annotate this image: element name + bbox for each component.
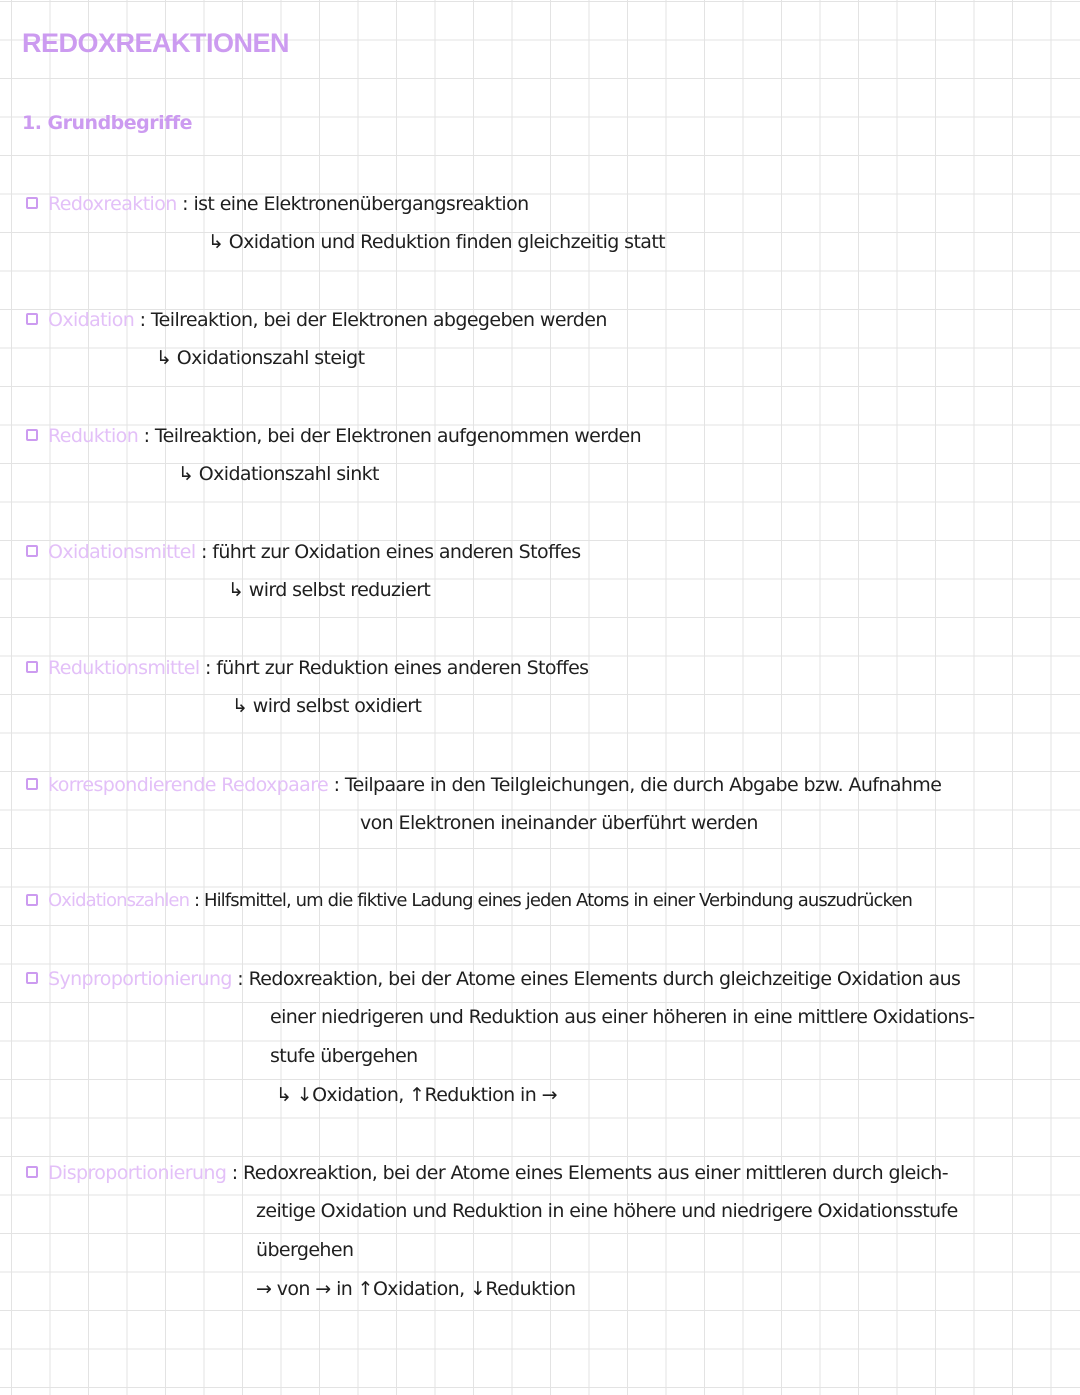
term-label: Oxidation xyxy=(48,309,135,331)
checkbox-icon[interactable] xyxy=(26,972,38,984)
definition-line-1 xyxy=(48,540,581,564)
definition-line-2: zeitige Oxidation und Reduktion in eine höhere und niedrigere Oxidationsstufe xyxy=(256,1200,958,1222)
checkbox-icon[interactable] xyxy=(26,429,38,441)
definition-line-2: einer niedrigeren und Reduktion aus einer höheren in eine mittlere Oxidations- xyxy=(270,1006,975,1028)
term-label: Synproportionierung xyxy=(48,968,232,990)
definition-line-1 xyxy=(48,656,588,680)
term-separator: : xyxy=(333,774,340,796)
definition-line-1 xyxy=(48,1161,948,1185)
definition-note: ↳ wird selbst oxidiert xyxy=(232,695,422,717)
checkbox-icon[interactable] xyxy=(26,1166,38,1178)
term-label: Reduktion xyxy=(48,425,139,447)
definition-line-1 xyxy=(48,308,607,332)
term-label: korrespondierende Redoxpaare xyxy=(48,774,329,796)
definition-line-1 xyxy=(48,424,641,448)
section-heading: 1. Grundbegriffe xyxy=(22,112,193,134)
term-separator: : xyxy=(204,657,211,679)
definition-note: → von → in ↑Oxidation, ↓Reduktion xyxy=(256,1278,576,1300)
definition-line-1 xyxy=(48,773,941,797)
term-separator: : xyxy=(193,890,200,911)
term-label: Redoxreaktion xyxy=(48,193,177,215)
definition-text: Teilreaktion, bei der Elektronen aufgenommen werden xyxy=(154,425,642,447)
checkbox-icon[interactable] xyxy=(26,778,38,790)
checkbox-icon[interactable] xyxy=(26,894,38,906)
definition-note: ↳ ↓Oxidation, ↑Reduktion in → xyxy=(276,1084,557,1106)
definition-text: Teilreaktion, bei der Elektronen abgegeben werden xyxy=(150,309,607,331)
definition-line-2: von Elektronen ineinander überführt werden xyxy=(360,812,758,834)
checkbox-icon[interactable] xyxy=(26,197,38,209)
definition-text: führt zur Oxidation eines anderen Stoffes xyxy=(212,541,581,563)
checkbox-icon[interactable] xyxy=(26,661,38,673)
checkbox-icon[interactable] xyxy=(26,313,38,325)
definition-text: Redoxreaktion, bei der Atome eines Elements durch gleichzeitige Oxidation aus xyxy=(248,968,961,990)
definition-text: Teilpaare in den Teilgleichungen, die durch Abgabe bzw. Aufnahme xyxy=(344,774,942,796)
definition-note: ↳ wird selbst reduziert xyxy=(228,579,431,601)
checkbox-icon[interactable] xyxy=(26,545,38,557)
term-label: Oxidationszahlen xyxy=(48,890,190,911)
term-label: Oxidationsmittel xyxy=(48,541,196,563)
definition-line-1 xyxy=(48,889,912,913)
definition-text: Hilfsmittel, um die fiktive Ladung eines jeden Atoms in einer Verbindung auszudrücken xyxy=(203,890,913,911)
definition-line-3: stufe übergehen xyxy=(270,1045,418,1067)
definition-text: Redoxreaktion, bei der Atome eines Elements aus einer mittleren durch gleich- xyxy=(243,1162,948,1184)
term-separator: : xyxy=(182,193,188,215)
definition-note: ↳ Oxidationszahl sinkt xyxy=(178,463,379,485)
term-label: Reduktionsmittel xyxy=(48,657,200,679)
definition-note: ↳ Oxidation und Reduktion finden gleichzeitig statt xyxy=(208,231,666,253)
term-separator: : xyxy=(231,1162,238,1184)
definition-line-3: übergehen xyxy=(256,1239,354,1261)
definition-line-1 xyxy=(48,967,960,991)
term-separator: : xyxy=(200,541,207,563)
term-separator: : xyxy=(139,309,146,331)
definition-note: ↳ Oxidationszahl steigt xyxy=(156,347,365,369)
term-label: Disproportionierung xyxy=(48,1162,227,1184)
definition-line-1 xyxy=(48,192,529,216)
term-separator: : xyxy=(143,425,150,447)
definition-text: ist eine Elektronenübergangsreaktion xyxy=(193,193,529,215)
term-separator: : xyxy=(237,968,244,990)
page-title: REDOXREAKTIONEN xyxy=(22,28,290,58)
definition-text: führt zur Reduktion eines anderen Stoffes xyxy=(216,657,589,679)
